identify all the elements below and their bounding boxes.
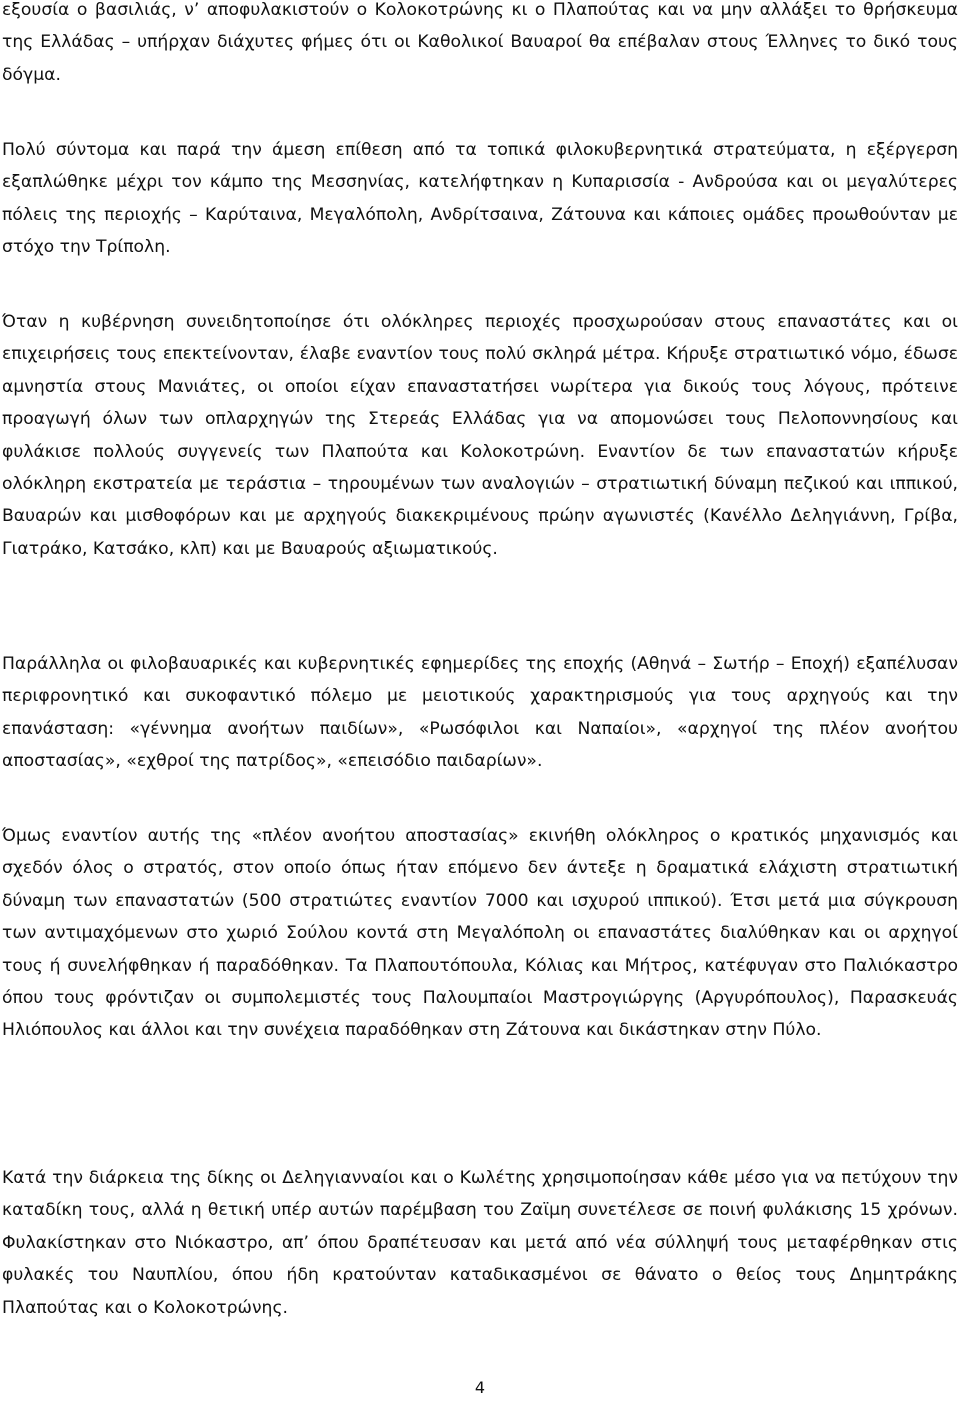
paragraph-3: Όταν η κυβέρνηση συνειδητοποίησε ότι ολόκληρες περιοχές προσχωρούσαν στους επαναστάτες και οι επιχειρήσεις τους επεκτείνονταν, έλαβε εναντίον τους πολύ σκληρά μέτρα. Κήρυξε στρατιωτικό νόμο, έδωσε αμνηστία στους Μανιάτες, οι οποίοι είχαν επαναστατήσει νωρίτερα για δικούς τους λόγους, πρότεινε προαγωγή όλων των οπλαρχηγών της Στερεάς Ελλάδας για να απομονώσει τους Πελοποννησίους και φυλάκισε πολλούς συγγενείς των Πλαπούτα και Κολοκοτρώνη. Εναντίον δε των επαναστατών κήρυξε ολόκληρη εκστρατεία με τεράστια – τηρουμένων των αναλογιών – στρατιωτική δύναμη πεζικού και ιππικού, Βαυαρών και μισθοφόρων και με αρχηγούς διακεκριμένους πρώην αγωνιστές (Κανέλλο Δεληγιάννη, Γρίβα, Γιατράκο, Κατσάκο, κλπ) και με Βαυαρούς αξιωματικούς. <box>2 312 958 559</box>
paragraph-5: Όμως εναντίον αυτής της «πλέον ανοήτου αποστασίας» εκινήθη ολόκληρος ο κρατικός μηχανισμός και σχεδόν όλος ο στρατός, στον οποίο όπως ήταν επόμενο δεν άντεξε η δραματικά ελάχιστη στρατιωτική δύναμη των επαναστατών (500 στρατιώτες εναντίον 7000 και ισχυρού ιππικού). Έτσι μετά μια σύγκρουση των αντιμαχόμενων στο χωριό Σούλου κοντά στη Μεγαλόπολη οι επαναστάτες διαλύθηκαν και οι αρχηγοί τους ή συνελήφθηκαν ή παραδόθηκαν. Τα Πλαπουτόπουλα, Κόλιας και Μήτρος, κατέφυγαν στο Παλιόκαστρο όπου τους φρόντιζαν οι συμπολεμιστές τους Παλουμπαίοι Μαστρογιώργης (Αργυρόπουλος), Παρασκευάς Ηλιόπουλος και άλλοι και την συνέχεια παραδόθηκαν στη Ζάτουνα και δικάστηκαν στην Πύλο. <box>2 826 958 1041</box>
paragraph-2: Πολύ σύντομα και παρά την άμεση επίθεση από τα τοπικά φιλοκυβερνητικά στρατεύματα, η εξέργερση εξαπλώθηκε μέχρι τον κάμπο της Μεσσηνίας, κατελήφτηκαν η Κυπαρισσία - Ανδρούσα και οι μεγαλύτερες πόλεις της περιοχής – Καρύταινα, Μεγαλόπολη, Ανδρίτσαινα, Ζάτουνα και κάποιες ομάδες προωθούνταν με στόχο την Τρίπολη. <box>2 140 958 258</box>
page-number: 4 <box>474 1378 486 1397</box>
paragraph-4: Παράλληλα οι φιλοβαυαρικές και κυβερνητικές εφημερίδες της εποχής (Αθηνά – Σωτήρ – Εποχή) εξαπέλυσαν περιφρονητικό και συκοφαντικό πόλεμο με μειοτικούς χαρακτηρισμούς για τους αρχηγούς και την επανάσταση: «γέννημα ανοήτων παιδίων», «Ρωσόφιλοι και Ναπαίοι», «αρχηγοί της πλέον ανοήτου αποστασίας», «εχθροί της πατρίδος», «επεισόδιο παιδαρίων». <box>2 654 958 772</box>
paragraph-6: Κατά την διάρκεια της δίκης οι Δεληγιανναίοι και ο Κωλέτης χρησιμοποίησαν κάθε μέσο για να πετύχουν την καταδίκη τους, αλλά η θετική υπέρ αυτών παρέμβαση του Ζαϊμη συνετέλεσε σε ποινή φυλάκισης 15 χρόνων. Φυλακίστηκαν στο Νιόκαστρο, απ’ όπου δραπέτευσαν και μετά από νέα σύλληψή τους μεταφέρθηκαν στις φυλακές του Ναυπλίου, όπου ήδη κρατούνταν καταδικασμένοι σε θάνατο ο θείος τους Δημητράκης Πλαπούτας και ο Κολοκοτρώνης. <box>2 1168 958 1318</box>
paragraph-1: εξουσία ο βασιλιάς, ν’ αποφυλακιστούν ο Κολοκοτρώνης κι ο Πλαπούτας και να μην αλλάξει το θρήσκευμα της Ελλάδας – υπήρχαν διάχυτες φήμες ότι οι Καθολικοί Βαυαροί θα επέβαλαν στους Έλληνες το δικό τους δόγμα. <box>2 0 958 85</box>
